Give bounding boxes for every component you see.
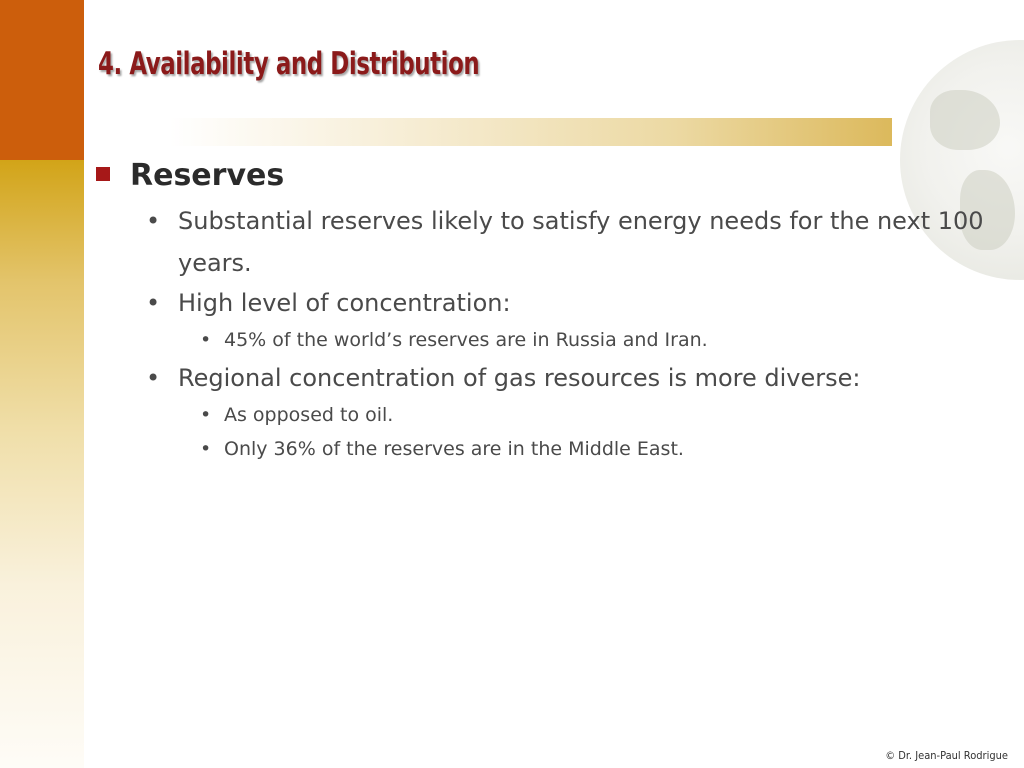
bullet-dot-icon: •: [146, 289, 161, 317]
list-item-text: High level of concentration:: [178, 289, 511, 317]
list-item-text: Only 36% of the reserves are in the Middle East.: [224, 438, 684, 460]
bullet-dot-icon: •: [200, 404, 212, 426]
bullet-dot-icon: •: [146, 364, 161, 392]
list-item-text: As opposed to oil.: [224, 404, 394, 426]
copyright-footer: © Dr. Jean-Paul Rodrigue: [885, 749, 1008, 762]
square-bullet-icon: [96, 167, 110, 181]
bullet-dot-icon: •: [200, 438, 212, 460]
list-item: [146, 200, 988, 284]
list-item: [200, 432, 984, 466]
list-item: [200, 323, 984, 357]
main-bullet-label: Reserves: [130, 158, 285, 193]
list-item-text: 45% of the world’s reserves are in Russia and Iran.: [224, 329, 708, 351]
list-item: [146, 282, 988, 324]
bullet-dot-icon: •: [200, 329, 212, 351]
list-item-text: Substantial reserves likely to satisfy energy needs for the next 100 years.: [178, 207, 984, 277]
list-item: [200, 398, 984, 432]
slide-title: 4. Availability and Distribution: [98, 46, 480, 82]
list-item-text: Regional concentration of gas resources is more diverse:: [178, 364, 861, 392]
main-bullet: [96, 158, 284, 193]
bullet-dot-icon: •: [146, 207, 161, 235]
list-item: [146, 357, 988, 399]
